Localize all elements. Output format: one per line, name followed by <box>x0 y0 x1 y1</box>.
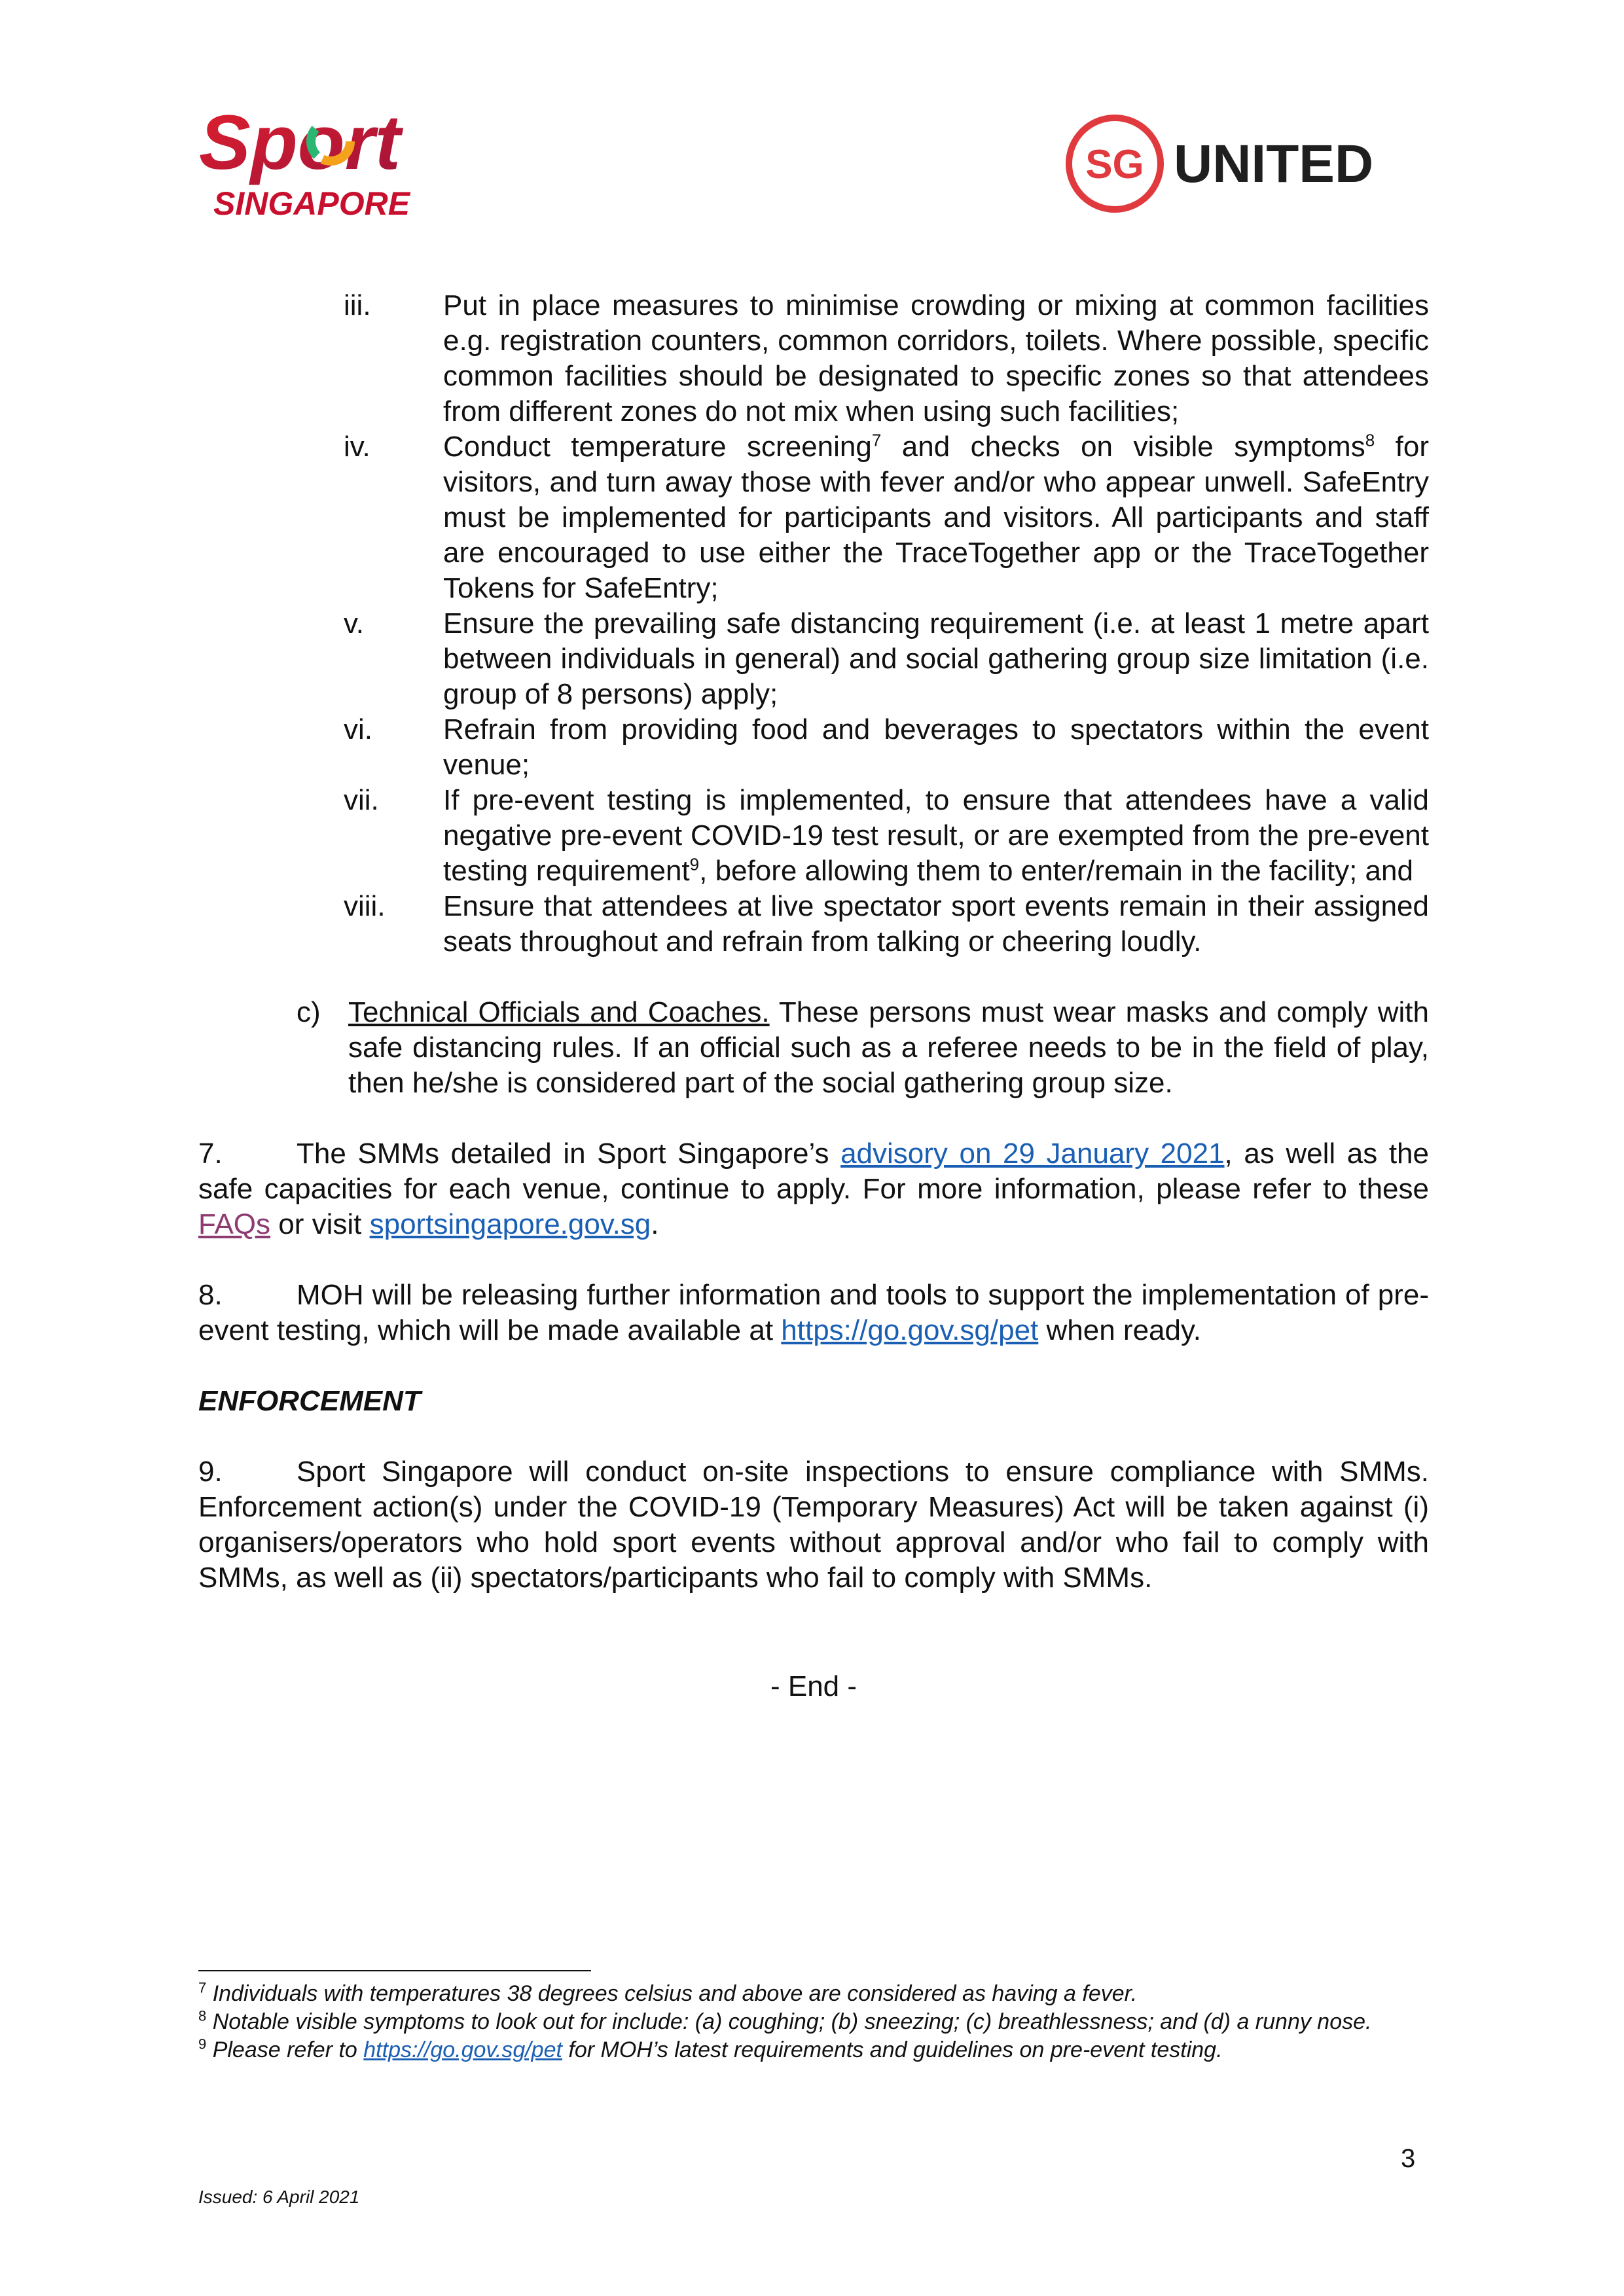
footnote-7 <box>198 1980 1429 2008</box>
end-marker: - End - <box>770 1670 857 1702</box>
footnote-ref-8[interactable]: 8 <box>1365 430 1375 450</box>
sg-united-logo <box>1064 111 1430 216</box>
paragraph-text-part: . <box>651 1208 659 1240</box>
section-heading-enforcement: ENFORCEMENT <box>198 1385 421 1417</box>
list-item <box>198 783 1429 889</box>
list-item <box>198 429 1429 606</box>
footnote-text: Notable visible symptoms to look out for include: (a) coughing; (b) sneezing; (c) breathlessness; and (d) a runny nose. <box>206 2009 1372 2034</box>
sg-badge-text: SG <box>1085 142 1144 187</box>
footnote-ref-7[interactable]: 7 <box>871 430 882 450</box>
list-item-number: iii. <box>344 289 371 321</box>
list-item-text-part: Conduct temperature screening <box>443 431 872 463</box>
footnote-9 <box>198 2036 1429 2064</box>
sportsingapore-link[interactable]: sportsingapore.gov.sg <box>369 1208 651 1240</box>
paragraph-number: 7. <box>198 1138 223 1170</box>
list-item-number: viii. <box>344 890 386 922</box>
list-item-text: Put in place measures to minimise crowding or mixing at common facilities e.g. registration counters, common corridors, toilets. Where possible, specific common facilities should be designated to specific zones so that attendees from different zones do not mix when using such facilities; <box>443 289 1429 427</box>
measures-list <box>198 288 1429 960</box>
paragraph-number: 8. <box>198 1279 223 1311</box>
list-item-text-part: and checks on visible symptoms <box>881 431 1365 463</box>
document-body <box>198 288 1430 1702</box>
paragraph-title: Technical Officials and Coaches. <box>348 996 770 1028</box>
list-item-text <box>443 783 1429 889</box>
paragraph-number: 9. <box>198 1456 223 1488</box>
footnotes <box>198 1980 1429 2064</box>
paragraph-9 <box>198 1454 1429 1596</box>
paragraph-text-part: , as well as the safe capacities for each venue, continue to apply. For more information, please refer to these <box>198 1138 1429 1205</box>
sport-logo-word: Sport <box>199 99 401 186</box>
paragraph-text: Sport Singapore will conduct on-site inspections to ensure compliance with SMMs. Enforcement action(s) under the COVID-19 (Temporary Measures) Act will be taken against (i) organisers/operators who hold sport events without approval and/or who fail to comply with SMMs, as well as (ii) spectators/participants who fail to comply with SMMs. <box>198 1456 1429 1594</box>
paragraph-text-part: The SMMs detailed in Sport Singapore’s <box>297 1138 841 1170</box>
footnote-number: 9 <box>198 2036 207 2053</box>
paragraph-text <box>348 995 1429 1101</box>
list-item-text: Refrain from providing food and beverages to spectators within the event venue; <box>443 713 1429 781</box>
list-item-text-part: If pre-event testing is implemented, to ensure that attendees have a valid negative pre-event COVID-19 test result, or are exempted from the pre-event testing requirement <box>443 784 1429 887</box>
list-item-text <box>443 429 1429 606</box>
paragraph-text-part: or visit <box>270 1208 370 1240</box>
faqs-link[interactable]: FAQs <box>198 1208 271 1240</box>
paragraph-technical-officials <box>198 995 1429 1101</box>
footnote-text: Individuals with temperatures 38 degrees celsius and above are considered as having a fever. <box>206 1981 1138 2006</box>
footnote-pet-link[interactable]: https://go.gov.sg/pet <box>363 2037 562 2062</box>
footnote-number: 7 <box>198 1979 207 1996</box>
sg-united-logo-graphic <box>1064 111 1430 216</box>
list-item-number: vii. <box>344 784 379 816</box>
sport-singapore-logo-graphic <box>196 98 445 229</box>
paragraph-body: These persons must wear masks and comply with safe distancing rules. If an official such as a referee needs to be in the field of play, then he/she is considered part of the social gathering group size. <box>348 996 1429 1099</box>
paragraph-text-part: MOH will be releasing further information and tools to support the implementation of pre-event testing, which will be made available at <box>198 1279 1429 1346</box>
paragraph-label: c) <box>297 996 321 1028</box>
list-item-text-part: for visitors, and turn away those with fever and/or who appear unwell. SafeEntry must be implemented for participants and visitors. All participants and staff are encouraged to use either the TraceTogether app or the TraceTogether Tokens for SafeEntry; <box>443 431 1430 604</box>
list-item-number: v. <box>344 607 364 639</box>
footnote-ref-9[interactable]: 9 <box>689 854 700 874</box>
list-item-text: Ensure the prevailing safe distancing requirement (i.e. at least 1 metre apart between individuals in general) and social gathering group size limitation (i.e. group of 8 persons) apply; <box>443 607 1429 710</box>
page-number: 3 <box>1401 2144 1416 2173</box>
list-item-text: Ensure that attendees at live spectator sport events remain in their assigned seats throughout and refrain from talking or cheering loudly. <box>443 890 1429 958</box>
sport-singapore-logo <box>196 98 445 229</box>
paragraph-8 <box>198 1278 1429 1348</box>
list-item-number: vi. <box>344 713 372 745</box>
footnote-divider <box>198 1970 591 1971</box>
list-item <box>198 889 1429 960</box>
paragraph-7 <box>198 1136 1429 1242</box>
list-item <box>198 606 1429 712</box>
footnote-text-part: for MOH’s latest requirements and guidelines on pre-event testing. <box>562 2037 1223 2062</box>
issued-date: Issued: 6 April 2021 <box>198 2187 360 2207</box>
sport-logo-subtitle: SINGAPORE <box>213 185 410 222</box>
list-item-number: iv. <box>344 431 370 463</box>
list-item-text-part: , before allowing them to enter/remain in the facility; and <box>699 855 1413 887</box>
paragraph-text-part: when ready. <box>1038 1314 1201 1346</box>
advisory-link[interactable]: advisory on 29 January 2021 <box>840 1138 1225 1170</box>
sg-united-word: UNITED <box>1174 134 1374 194</box>
footnote-8 <box>198 2008 1429 2036</box>
footnote-text-part: Please refer to <box>206 2037 364 2062</box>
list-item <box>198 288 1429 429</box>
list-item <box>198 712 1429 783</box>
footnote-number: 8 <box>198 2007 207 2024</box>
pet-link[interactable]: https://go.gov.sg/pet <box>781 1314 1039 1346</box>
